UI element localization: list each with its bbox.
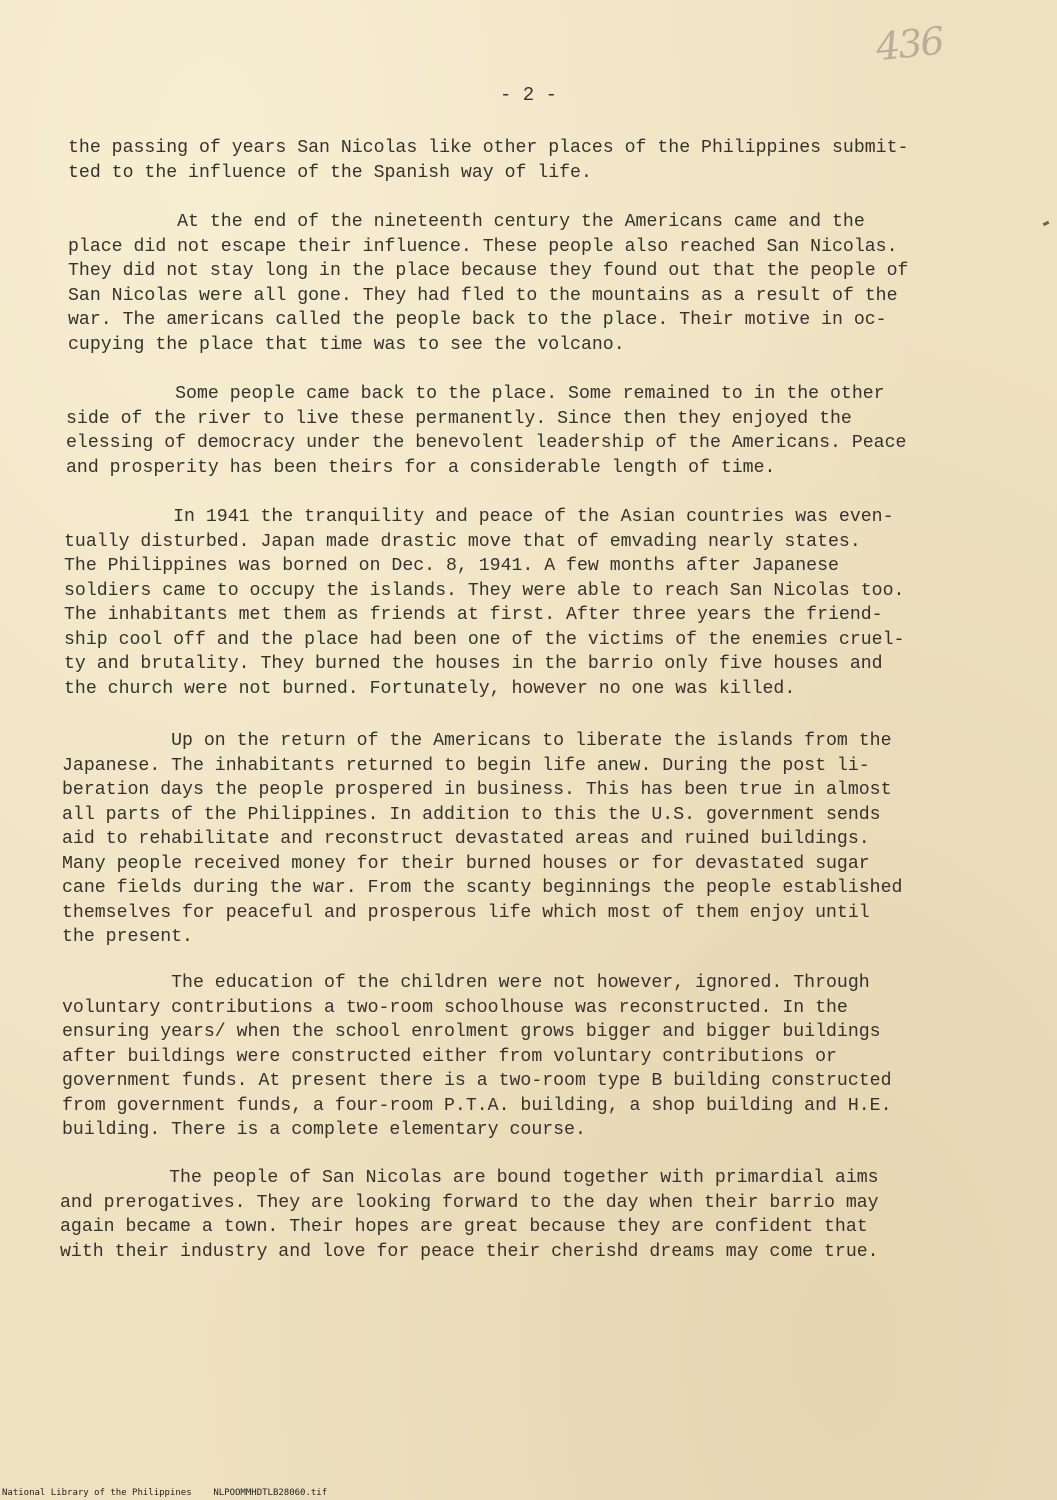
text-line: Some people came back to the place. Some remained to in the other bbox=[66, 384, 885, 404]
text-line: ship cool off and the place had been one of the victims of the enemies cruel- bbox=[64, 629, 905, 650]
text-line: with their industry and love for peace their cherishd dreams may come true. bbox=[60, 1241, 879, 1262]
text-line: At the end of the nineteenth century the Americans came and the bbox=[68, 212, 865, 232]
paragraph bbox=[64, 505, 1009, 701]
text-line: all parts of the Philippines. In addition to this the U.S. government sends bbox=[62, 804, 881, 825]
text-line: The people of San Nicolas are bound together with primardial aims bbox=[60, 1168, 879, 1188]
text-line: San Nicolas were all gone. They had fled to the mountains as a result of the bbox=[68, 285, 898, 306]
text-line: beration days the people prospered in business. This has been true in almost bbox=[62, 780, 892, 800]
text-line: Japanese. The inhabitants returned to begin life anew. During the post li- bbox=[62, 755, 870, 776]
paragraph bbox=[62, 729, 1007, 950]
text-line: The inhabitants met them as friends at first. After three years the friend- bbox=[64, 605, 883, 625]
stray-ink-mark bbox=[1043, 221, 1050, 226]
footer-file-id: NLPOOMMHDTLB28060.tif bbox=[213, 1488, 328, 1498]
text-line: The Philippines was borned on Dec. 8, 1941. A few months after Japanese bbox=[64, 556, 839, 576]
text-line: cane fields during the war. From the scanty beginnings the people established bbox=[62, 878, 903, 898]
text-line: again became a town. Their hopes are great because they are confident that bbox=[60, 1217, 868, 1237]
text-line: Up on the return of the Americans to liberate the islands from the bbox=[62, 731, 892, 751]
scan-footer bbox=[2, 1488, 327, 1498]
text-line: elessing of democracy under the benevolent leadership of the Americans. Peace bbox=[66, 433, 907, 453]
paragraph bbox=[68, 210, 1013, 357]
text-line: the passing of years San Nicolas like other places of the Philippines submit- bbox=[68, 138, 909, 158]
text-line: after buildings were constructed either from voluntary contributions or bbox=[62, 1046, 837, 1067]
text-line: ensuring years/ when the school enrolment grows bigger and bigger buildings bbox=[62, 1022, 881, 1042]
page-number: - 2 - bbox=[499, 84, 557, 106]
text-line: They did not stay long in the place because they found out that the people of bbox=[68, 261, 909, 281]
text-line: cupying the place that time was to see the volcano. bbox=[68, 334, 625, 355]
text-line: soldiers came to occupy the islands. They were able to reach San Nicolas too. bbox=[64, 580, 905, 601]
text-line: ted to the influence of the Spanish way of life. bbox=[68, 162, 592, 183]
text-line: ty and brutality. They burned the houses in the barrio only five houses and bbox=[64, 654, 883, 674]
text-line: aid to rehabilitate and reconstruct devastated areas and ruined buildings. bbox=[62, 829, 870, 849]
text-line: themselves for peaceful and prosperous life which most of them enjoy until bbox=[62, 902, 870, 923]
paragraph bbox=[66, 382, 1011, 480]
text-line: the present. bbox=[62, 927, 193, 947]
text-line: building. There is a complete elementary course. bbox=[62, 1120, 586, 1140]
paragraph bbox=[68, 136, 1013, 185]
text-line: and prerogatives. They are looking forward to the day when their barrio may bbox=[60, 1192, 879, 1213]
text-line: the church were not burned. Fortunately, however no one was killed. bbox=[64, 678, 796, 699]
paragraph bbox=[62, 971, 1007, 1143]
paragraph bbox=[60, 1166, 1005, 1264]
handwritten-page-number: 436 bbox=[873, 18, 945, 70]
text-line: The education of the children were not however, ignored. Through bbox=[62, 973, 870, 993]
text-line: Many people received money for their burned houses or for devastated sugar bbox=[62, 853, 870, 874]
text-line: war. The americans called the people back to the place. Their motive in oc- bbox=[68, 310, 887, 330]
text-line: voluntary contributions a two-room schoolhouse was reconstructed. In the bbox=[62, 997, 848, 1018]
text-line: tually disturbed. Japan made drastic move that of emvading nearly states. bbox=[64, 531, 861, 552]
text-line: place did not escape their influence. These people also reached San Nicolas. bbox=[68, 236, 898, 257]
text-line: In 1941 the tranquility and peace of the Asian countries was even- bbox=[64, 507, 894, 527]
text-line: side of the river to live these permanently. Since then they enjoyed the bbox=[66, 408, 852, 429]
footer-library: National Library of the Philippines bbox=[2, 1488, 192, 1498]
text-line: government funds. At present there is a two-room type B building constructed bbox=[62, 1071, 892, 1091]
text-line: from government funds, a four-room P.T.A. building, a shop building and H.E. bbox=[62, 1095, 892, 1116]
text-line: and prosperity has been theirs for a considerable length of time. bbox=[66, 457, 776, 478]
